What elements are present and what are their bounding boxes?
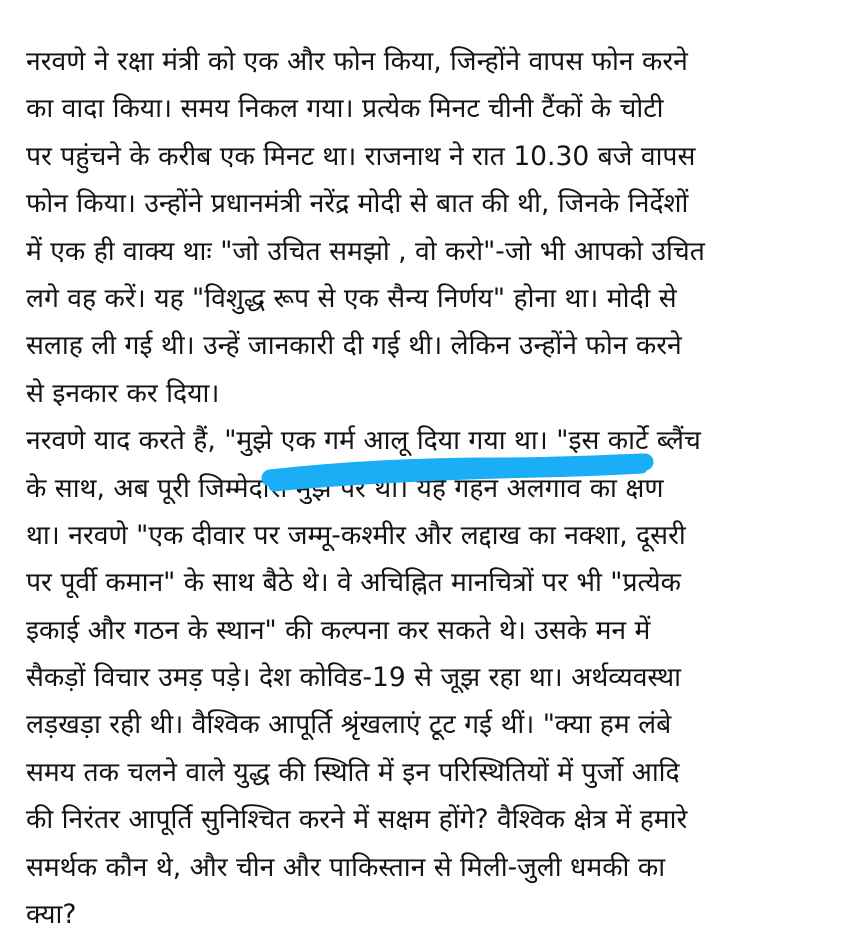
- text-line: के साथ, अब पूरी जिम्मेदारी मुझ पर थी। यह गहन अलगाव का क्षण: [26, 472, 664, 504]
- text-line: समय तक चलने वाले युद्ध की स्थिति में इन परिस्थितियों में पुर्जो आदि: [26, 756, 680, 788]
- text-line: नरवणे याद करते हैं, "मुझे एक गर्म आलू दिया गया था। "इस कार्टे ब्लैंच: [26, 425, 701, 457]
- text-line: का वादा किया। समय निकल गया। प्रत्येक मिनट चीनी टैंकों के चोटी: [26, 93, 664, 125]
- text-line: सैकड़ों विचार उमड़ पड़े। देश कोविड-19 से जूझ रहा था। अर्थव्यवस्था: [26, 662, 682, 694]
- article-text: [26, 38, 838, 933]
- text-line: लगे वह करें। यह "विशुद्ध रूप से एक सैन्य निर्णय" होना था। मोदी से: [26, 282, 677, 314]
- text-line: सलाह ली गई थी। उन्हें जानकारी दी गई थी। लेकिन उन्होंने फोन करने: [26, 330, 682, 362]
- text-line: था। नरवणे "एक दीवार पर जम्मू-कश्मीर और लद्दाख का नक्शा, दूसरी: [26, 519, 686, 551]
- text-line: पर पहुंचने के करीब एक मिनट था। राजनाथ ने रात 10.30 बजे वापस: [26, 140, 696, 172]
- text-line: इकाई और गठन के स्थान" की कल्पना कर सकते थे। उसके मन में: [26, 614, 651, 646]
- text-line: फोन किया। उन्होंने प्रधानमंत्री नरेंद्र मोदी से बात की थी, जिनके निर्देशों: [26, 188, 689, 220]
- text-line: समर्थक कौन थे, और चीन और पाकिस्तान से मिली-जुली धमकी का: [26, 851, 666, 883]
- text-line: से इनकार कर दिया।: [26, 377, 220, 409]
- text-line: पर पूर्वी कमान" के साथ बैठे थे। वे अचिह्नित मानचित्रों पर भी "प्रत्येक: [26, 567, 681, 599]
- text-line: क्या?: [26, 899, 77, 931]
- text-line: नरवणे ने रक्षा मंत्री को एक और फोन किया, जिन्होंने वापस फोन करने: [26, 46, 688, 77]
- text-line: लड़खड़ा रही थी। वैश्विक आपूर्ति श्रृंखलाएं टूट गई थीं। "क्या हम लंबे: [26, 709, 672, 741]
- text-line: की निरंतर आपूर्ति सुनिश्चित करने में सक्षम होंगे? वैश्विक क्षेत्र में हमारे: [26, 804, 688, 836]
- text-line: में एक ही वाक्य थाः "जो उचित समझो , वो करो"-जो भी आपको उचित: [26, 235, 705, 267]
